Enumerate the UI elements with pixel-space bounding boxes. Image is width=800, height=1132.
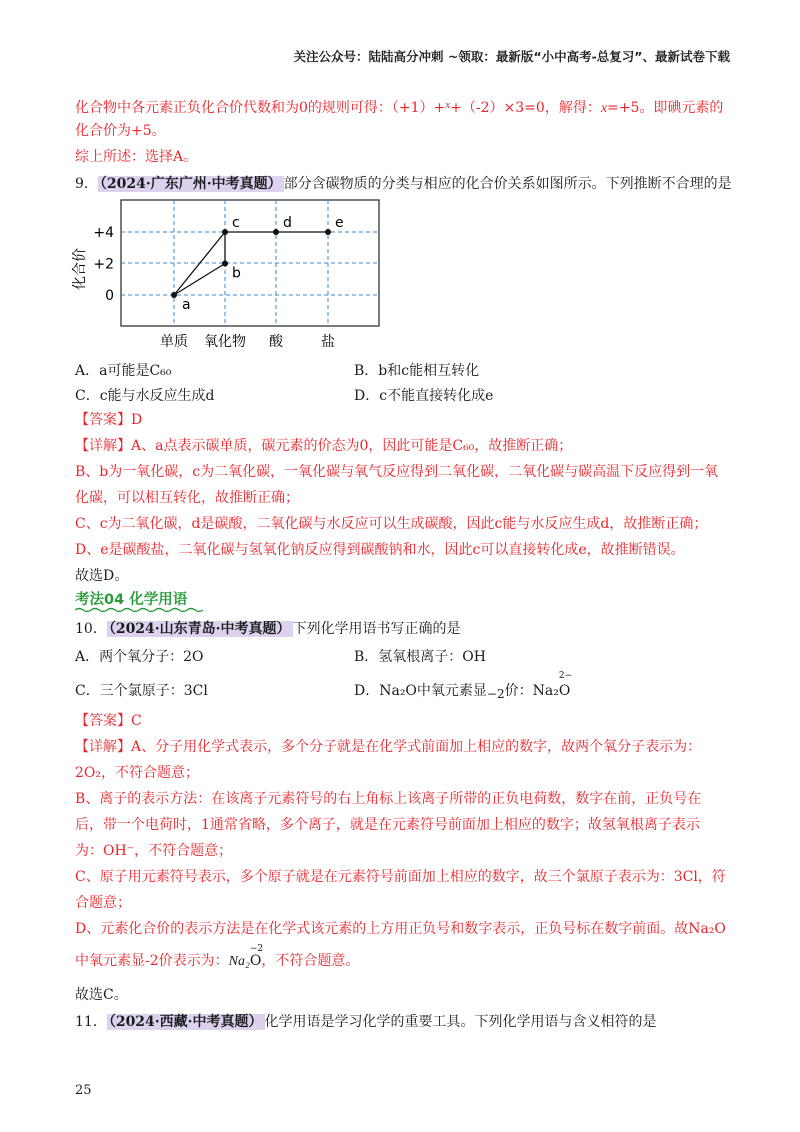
chart-point-label: a xyxy=(182,297,191,313)
question-9-detail-5: D、e是碳酸盐，二氧化碳与氢氧化钠反应得到碳酸钠和水，因此c可以直接转化成e，故推断错误。 xyxy=(75,542,685,558)
question-10-choose: 故选C。 xyxy=(75,987,128,1003)
question-9-detail-1: 【详解】A、a点表示碳单质，碳元素的价态为0，因此可能是C₆₀，故推断正确； xyxy=(75,438,573,454)
chart-point-e xyxy=(325,229,331,235)
chart-point-b xyxy=(222,261,228,267)
chart-category-label: 盐 xyxy=(321,334,335,350)
question-9-choose: 故选D。 xyxy=(75,568,129,584)
chart-point-label: b xyxy=(232,265,241,282)
chart-ylabel: 化合价 xyxy=(72,248,88,290)
question-10-option-b: B．氢氧根离子：OH xyxy=(354,649,486,665)
question-10-option-a: A．两个氧分子：2O xyxy=(75,649,204,665)
question-9-detail-3: 化碳，可以相互转化，故推断正确； xyxy=(75,490,299,506)
question-10-answer: 【答案】C xyxy=(75,713,142,729)
intro-line-1: 化合物中各元素正负化合价代数和为0的规则可得：（+1）+$^x$+（-2）×3=0，解得：x=+5。即碘元素的 xyxy=(75,99,724,116)
question-source-tag: （2024·西藏·中考真题） xyxy=(108,1014,263,1030)
chart-point-d xyxy=(273,229,279,235)
valence-chart xyxy=(70,194,390,354)
chart-point-a xyxy=(171,292,177,298)
question-10-detail-8: D、元素化合价的表示方法是在化学式该元素的上方用正负号和数字表示，正负号标在数字前面。故Na₂O xyxy=(75,921,726,937)
question-10-detail-9: 中氧元素显-2价表示为：Na₂ −2 O，不符合题意。 xyxy=(75,944,360,969)
section-title: 考法04 化学用语 xyxy=(75,592,188,608)
question-10-detail-7: 合题意； xyxy=(75,895,131,911)
page-header: 关注公众号：陆陆高分冲刺 ~领取：最新版“小中高考-总复习”、最新试卷下载 xyxy=(293,49,730,64)
question-10-detail-4: 后，带一个电荷时，1通常省略，多个离子，就是在元素符号前面加上相应的数字；故氢氧根离子表示 xyxy=(75,817,700,833)
chart-category-label: 单质 xyxy=(160,334,188,350)
question-10-detail-3: B、离子的表示方法：在该离子元素符号的右上角标上该离子所带的正负电荷数，数字在前，正负号在 xyxy=(75,791,702,807)
intro-line-2: 化合价为+5。 xyxy=(75,123,166,139)
chart-ytick-label: +2 xyxy=(93,256,114,273)
question-10-option-c: C．三个氯原子：3Cl xyxy=(75,683,208,699)
chart-connector xyxy=(174,264,225,296)
question-source-tag: （2024·山东青岛·中考真题） xyxy=(108,621,291,637)
chart-point-label: d xyxy=(283,215,292,231)
question-9-option-d: D．c不能直接转化成e xyxy=(354,388,494,404)
question-9-detail-2: B、b为一氧化碳，c为二氧化碳，一氧化碳与氧气反应得到二氧化碳，二氧化碳与碳高温下反应得到一氧 xyxy=(75,464,719,480)
question-10-stem: 10． （2024·山东青岛·中考真题） 下列化学用语书写正确的是 xyxy=(75,621,461,637)
section-underline xyxy=(75,607,205,613)
question-9-option-b: B．b和c能相互转化 xyxy=(354,363,480,379)
question-10-detail-2: 2O₂，不符合题意； xyxy=(75,765,199,781)
question-source-tag: （2024·广东广州·中考真题） xyxy=(99,176,282,192)
chart-connector xyxy=(174,232,225,295)
question-10-detail-6: C、原子用元素符号表示，多个原子就是在元素符号前面加上相应的数字，故三个氯原子表示为：3Cl，符 xyxy=(75,869,726,885)
page-number: 25 xyxy=(75,1083,92,1098)
chart-point-label: e xyxy=(335,215,344,231)
question-9-option-a: A．a可能是C₆₀ xyxy=(75,363,172,379)
intro-conclusion: 综上所述：选择A。 xyxy=(75,149,198,165)
question-9-answer: 【答案】D xyxy=(75,412,143,428)
question-10-option-d: D．Na₂O中氧元素显−2价：Na₂ 2− O xyxy=(354,671,573,701)
chart-ytick-label: 0 xyxy=(105,288,114,304)
question-9-option-c: C．c能与水反应生成d xyxy=(75,388,215,404)
chart-category-label: 酸 xyxy=(269,334,283,350)
question-10-detail-1: 【详解】A、分子用化学式表示，多个分子就是在化学式前面加上相应的数字，故两个氧分子表示为： xyxy=(75,739,702,755)
chart-category-label: 氧化物 xyxy=(204,334,246,350)
chart-point-label: c xyxy=(232,215,240,231)
question-10-detail-5: 为：OH⁻，不符合题意； xyxy=(75,843,233,859)
chart-point-c xyxy=(222,229,228,235)
question-11-stem: 11． （2024·西藏·中考真题） 化学用语是学习化学的重要工具。下列化学用语与含义相符的是 xyxy=(75,1014,657,1030)
chart-ytick-label: +4 xyxy=(93,225,114,241)
question-9-stem: 9． （2024·广东广州·中考真题） 部分含碳物质的分类与相应的化合价关系如图所示。下列推断不合理的是 xyxy=(75,176,732,192)
question-9-detail-4: C、c为二氧化碳，d是碳酸，二氧化碳与水反应可以生成碳酸，因此c能与水反应生成d，故推断正确； xyxy=(75,516,708,532)
